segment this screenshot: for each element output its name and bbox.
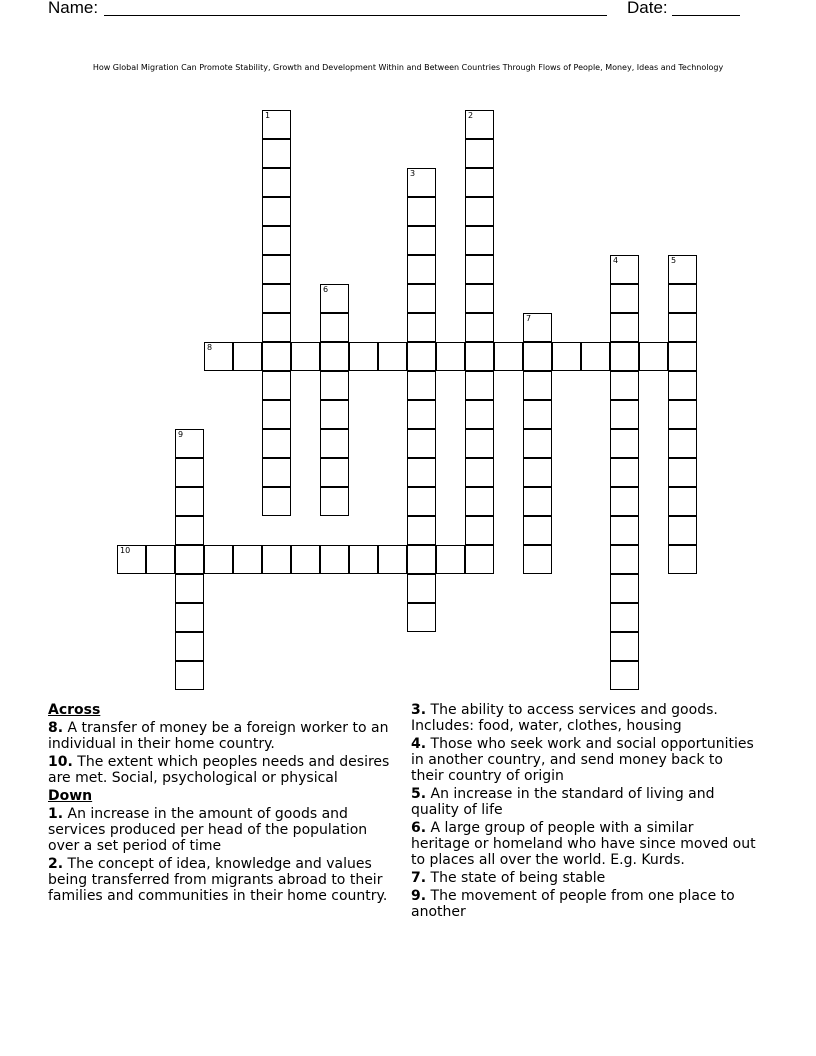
grid-cell[interactable] [262,545,291,574]
grid-cell[interactable] [610,603,639,632]
cell-number: 7 [526,314,532,323]
clue-down-7 [411,870,756,886]
clue-down-4 [411,736,756,784]
grid-cell[interactable] [175,487,204,516]
grid-cell[interactable] [262,168,291,197]
grid-cell[interactable] [262,284,291,313]
grid-cell[interactable] [465,226,494,255]
clue-text: The ability to access services and goods. Includes: food, water, clothes, housing [411,702,718,734]
clue-down-3 [411,702,756,734]
grid-cell[interactable] [204,342,233,371]
grid-cell[interactable] [523,429,552,458]
grid-cell[interactable] [407,545,436,574]
grid-cell[interactable] [320,458,349,487]
grid-cell[interactable] [494,342,523,371]
grid-cell[interactable] [668,400,697,429]
grid-cell[interactable] [668,313,697,342]
cell-number: 3 [410,169,416,178]
grid-cell[interactable] [465,313,494,342]
grid-cell[interactable] [349,342,378,371]
grid-cell[interactable] [610,487,639,516]
grid-cell[interactable] [262,342,291,371]
cell-number: 5 [671,256,677,265]
grid-cell[interactable] [581,342,610,371]
clue-across-10 [48,754,398,786]
clue-text: The movement of people from one place to another [411,888,735,920]
grid-cell[interactable] [262,371,291,400]
grid-cell[interactable] [465,284,494,313]
grid-cell[interactable] [552,342,581,371]
grid-cell[interactable] [407,342,436,371]
grid-cell[interactable] [262,313,291,342]
name-label: Name: [48,0,99,17]
grid-cell[interactable] [523,487,552,516]
grid-cell[interactable] [523,516,552,545]
grid-cell[interactable] [378,342,407,371]
clue-number: 2. [48,856,64,872]
clue-text: An increase in the amount of goods and services produced per head of the population over a set period of time [48,806,368,854]
grid-cell[interactable] [407,487,436,516]
grid-cell[interactable] [262,139,291,168]
grid-cell[interactable] [610,400,639,429]
grid-cell[interactable] [320,284,349,313]
grid-cell[interactable] [175,574,204,603]
grid-cell[interactable] [175,429,204,458]
grid-cell[interactable] [233,342,262,371]
grid-cell[interactable] [610,255,639,284]
grid-cell[interactable] [465,139,494,168]
cell-number: 9 [178,430,184,439]
clue-number: 4. [411,736,427,752]
grid-cell[interactable] [523,545,552,574]
grid-cell[interactable] [610,661,639,690]
grid-cell[interactable] [610,545,639,574]
grid-cell[interactable] [378,545,407,574]
clue-down-6 [411,820,756,868]
grid-cell[interactable] [668,516,697,545]
clue-number: 8. [48,720,64,736]
grid-cell[interactable] [407,603,436,632]
grid-cell[interactable] [175,516,204,545]
clue-text: The concept of idea, knowledge and values being transferred from migrants abroad to their families and communities in their home country. [48,856,388,904]
grid-cell[interactable] [639,342,668,371]
clue-number: 9. [411,888,427,904]
cell-number: 8 [207,343,213,352]
grid-cell[interactable] [610,574,639,603]
grid-cell[interactable] [204,545,233,574]
grid-cell[interactable] [465,168,494,197]
grid-cell[interactable] [407,574,436,603]
grid-cell[interactable] [175,603,204,632]
grid-cell[interactable] [407,284,436,313]
grid-cell[interactable] [668,255,697,284]
grid-cell[interactable] [523,313,552,342]
clue-number: 3. [411,702,427,718]
clue-text: Those who seek work and social opportunities in another country, and send money back to their country of origin [411,736,754,784]
grid-cell[interactable] [523,342,552,371]
grid-cell[interactable] [407,516,436,545]
grid-cell[interactable] [320,371,349,400]
clue-number: 7. [411,870,427,886]
clue-number: 6. [411,820,427,836]
grid-cell[interactable] [523,371,552,400]
clue-text: An increase in the standard of living and quality of life [411,786,715,818]
grid-cell[interactable] [610,284,639,313]
grid-cell[interactable] [465,110,494,139]
grid-cell[interactable] [262,255,291,284]
grid-cell[interactable] [465,400,494,429]
grid-cell[interactable] [465,458,494,487]
grid-cell[interactable] [233,545,262,574]
grid-cell[interactable] [610,371,639,400]
grid-cell[interactable] [291,545,320,574]
grid-cell[interactable] [407,400,436,429]
grid-cell[interactable] [668,487,697,516]
cell-number: 4 [613,256,619,265]
grid-cell[interactable] [407,168,436,197]
grid-cell[interactable] [262,197,291,226]
clue-across-8 [48,720,398,752]
grid-cell[interactable] [668,342,697,371]
cell-number: 10 [120,546,131,555]
grid-cell[interactable] [117,545,146,574]
grid-cell[interactable] [175,632,204,661]
grid-cell[interactable] [407,197,436,226]
grid-cell[interactable] [407,458,436,487]
clue-number: 1. [48,806,64,822]
grid-cell[interactable] [668,429,697,458]
grid-cell[interactable] [465,342,494,371]
grid-cell[interactable] [465,545,494,574]
grid-cell[interactable] [523,400,552,429]
grid-cell[interactable] [349,545,378,574]
grid-cell[interactable] [610,516,639,545]
grid-cell[interactable] [291,342,320,371]
grid-cell[interactable] [668,284,697,313]
across-heading: Across [48,702,101,718]
grid-cell[interactable] [262,458,291,487]
grid-cell[interactable] [436,545,465,574]
clue-text: A large group of people with a similar heritage or homeland who have since moved out to places all over the world. E.g. Kurds. [411,820,756,868]
grid-cell[interactable] [610,632,639,661]
clue-text: The extent which peoples needs and desires are met. Social, psychological or physical [48,754,390,786]
grid-cell[interactable] [523,458,552,487]
grid-cell[interactable] [610,313,639,342]
grid-cell[interactable] [610,342,639,371]
grid-cell[interactable] [610,458,639,487]
down-heading: Down [48,788,93,804]
grid-cell[interactable] [262,400,291,429]
grid-cell[interactable] [407,313,436,342]
grid-cell[interactable] [262,110,291,139]
cell-number: 6 [323,285,329,294]
grid-cell[interactable] [320,313,349,342]
clue-down-5 [411,786,756,818]
grid-cell[interactable] [668,371,697,400]
grid-cell[interactable] [320,342,349,371]
grid-cell[interactable] [407,255,436,284]
clue-text: The state of being stable [430,870,606,886]
grid-cell[interactable] [465,371,494,400]
clues-left-column [48,702,398,906]
grid-cell[interactable] [175,545,204,574]
grid-cell[interactable] [436,342,465,371]
grid-cell[interactable] [407,429,436,458]
clue-text: A transfer of money be a foreign worker to an individual in their home country. [48,720,389,752]
clue-number: 5. [411,786,427,802]
grid-cell[interactable] [175,458,204,487]
grid-cell[interactable] [668,458,697,487]
puzzle-title: How Global Migration Can Promote Stability, Growth and Development Within and Between Countries Through Flows of People, Money, Ideas and Technology [92,63,724,72]
grid-cell[interactable] [175,661,204,690]
grid-cell[interactable] [262,429,291,458]
clue-down-1 [48,806,398,854]
grid-cell[interactable] [407,226,436,255]
grid-cell[interactable] [407,371,436,400]
grid-cell[interactable] [320,487,349,516]
cell-number: 1 [265,111,271,120]
cell-number: 2 [468,111,474,120]
grid-cell[interactable] [465,255,494,284]
grid-cell[interactable] [146,545,175,574]
grid-cell[interactable] [465,429,494,458]
grid-cell[interactable] [465,197,494,226]
clue-number: 10. [48,754,73,770]
clue-down-2 [48,856,398,904]
grid-cell[interactable] [465,516,494,545]
grid-cell[interactable] [262,487,291,516]
grid-cell[interactable] [668,545,697,574]
grid-cell[interactable] [262,226,291,255]
grid-cell[interactable] [465,487,494,516]
clues-right-column [411,702,756,922]
clue-down-9 [411,888,756,920]
date-label: Date: [627,0,668,17]
grid-cell[interactable] [320,400,349,429]
grid-cell[interactable] [610,429,639,458]
grid-cell[interactable] [320,429,349,458]
grid-cell[interactable] [320,545,349,574]
